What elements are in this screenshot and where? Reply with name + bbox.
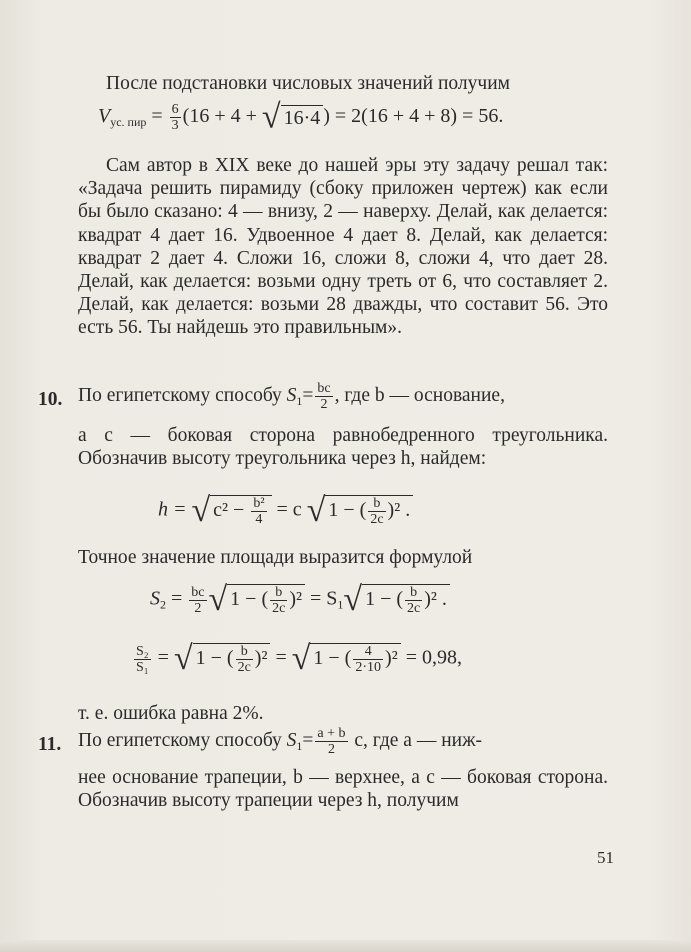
item-11-first-line: По египетскому способу $S_1=$ $\frac{a + b}{2}$ c, где a — ниж- — [78, 726, 483, 757]
eq1-lhs-sub: ус. пир — [110, 115, 147, 130]
item-10-text: а c — боковая сторона равнобедренного треугольника. Обозначив высоту треугольника через h, найдем: — [78, 425, 608, 470]
volume-equation: $V_{ус. пир}$ = $\frac{6}{3}$ (16 + 4 + √ 16·4 ) = 2(16 + 4 + 8) = 56. — [98, 98, 504, 136]
page-edge — [0, 940, 691, 952]
item-11-text: нее основание трапеции, b — верхнее, а c — боковая сторона. Обозначив высоту трапеции через h, получим — [78, 767, 608, 812]
eq1-fraction: $\frac{6}{3}$ — [171, 102, 179, 133]
height-equation: h = √ c² − $\frac{\text{b²}}{4}$ = c √ 1 − ( $\frac{b}{2c}$ )² . — [158, 495, 413, 527]
eq1-rest: ) = 2(16 + 4 + 8) = 56. — [323, 105, 504, 128]
area-equation: $S_2$ = $\frac{bc}{2}$ √ 1 − ( $\frac{b}{2c}$ )$^2 = S_1√$ 1 − ( $\frac{b}{2c}$ )² . — [150, 584, 450, 616]
page-number: 51 — [597, 848, 614, 867]
exact-area-sentence: Точное значение площади выразится формулой — [78, 547, 473, 568]
eq1-lhs: V — [98, 105, 111, 128]
item-10-number: 10. — [38, 389, 63, 410]
item-11-number: 11. — [38, 734, 62, 755]
error-sentence: т. е. ошибка равна 2%. — [78, 703, 264, 724]
eq1-open: (16 + 4 + — [182, 105, 262, 128]
item-10-first-line: По египетскому способу $S_1=$ $\frac{bc}{2}$ , где b — основание, — [78, 381, 505, 412]
author-paragraph: Сам автор в XIX веке до нашей эры эту задачу решал так: «Задача решить пирамиду (сбоку приложен чертеж) как если бы было сказано: 4 — внизу, 2 — наверху. Делай, как делается: квадрат 4 дает 16. Удвоенное 4 дает 8. Делай, как делается: квадрат 2 дает 4. Сложи 16, сложи 8, сложи 4, что дает 28. Делай, как делается: возьми одну треть от 6, что составляет 2. Делай, как делается: возьми 28 дважды, что составит 56. Это есть 56. Ты найдешь это правильным». — [78, 155, 608, 339]
intro-paragraph: После подстановки числовых значений получим — [106, 73, 510, 94]
ratio-equation: $\frac{\text{S₂}}{\text{S₁}}$ = √ 1 − ( $\frac{b}{2c}$ )² = √ 1 − ( $\frac{4}{2\cdot 10}$ )² = 0,98, — [136, 640, 462, 677]
eq1-radicand: 16·4 — [281, 105, 324, 130]
